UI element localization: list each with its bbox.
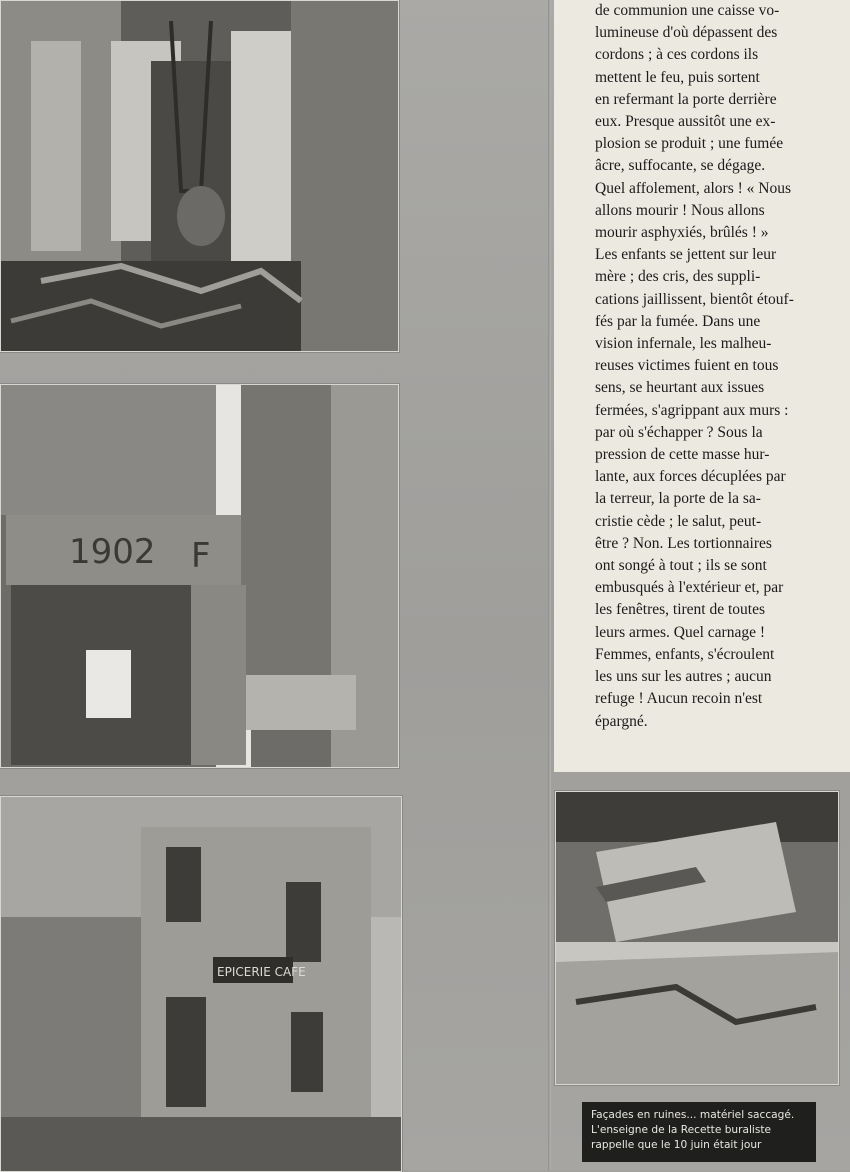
article-line: pression de cette masse hur-: [595, 446, 770, 464]
photo-caption: [582, 1102, 816, 1162]
article-line: eux. Presque aussitôt une ex-: [595, 113, 776, 131]
article-line: par où s'échapper ? Sous la: [595, 423, 763, 441]
caption-line: rappelle que le 10 juin était jour: [591, 1139, 762, 1151]
article-line: ont songé à tout ; ils se sont: [595, 557, 767, 575]
article-line: Femmes, enfants, s'écroulent: [595, 645, 775, 663]
photo-fallen-bell: [0, 0, 399, 352]
article-line: Quel affolement, alors ! « Nous: [595, 179, 791, 197]
article-line: de communion une caisse vo-: [595, 2, 780, 19]
article-line: âcre, suffocante, se dégage.: [595, 157, 766, 175]
article-line: allons mourir ! Nous allons: [595, 201, 765, 219]
article-line: en refermant la porte derrière: [595, 90, 777, 108]
article-line: cations jaillissent, bientôt étouf-: [595, 290, 794, 308]
article-line: fermées, s'agrippant aux murs :: [595, 401, 789, 419]
caption-line: L'enseigne de la Recette buraliste: [591, 1124, 772, 1136]
shop-sign: EPICERIE CAFE: [217, 965, 306, 979]
article-text-column: [554, 0, 850, 772]
photo-lintel-1902: [0, 384, 399, 768]
lintel-letter: F: [191, 536, 211, 576]
article-line: lante, aux forces décuplées par: [595, 468, 786, 486]
article-line: leurs armes. Quel carnage !: [595, 623, 765, 641]
article-line: épargné.: [595, 712, 648, 730]
article-line: sens, se heurtant aux issues: [595, 379, 765, 397]
article-line: plosion se produit ; une fumée: [595, 135, 784, 153]
article-line: fés par la fumée. Dans une: [595, 312, 761, 330]
article-line: mourir asphyxiés, brûlés ! »: [595, 224, 769, 242]
article-line: cordons ; à ces cordons ils: [595, 46, 759, 64]
article-line: les uns sur les autres ; aucun: [595, 668, 772, 686]
article-line: refuge ! Aucun recoin n'est: [595, 690, 763, 708]
photo-debris: [555, 791, 839, 1085]
caption-line: Façades en ruines... matériel saccagé.: [591, 1109, 795, 1121]
article-line: mère ; des cris, des suppli-: [595, 268, 761, 286]
article-line: vision infernale, les malheu-: [595, 335, 772, 353]
article-line: lumineuse d'où dépassent des: [595, 24, 778, 42]
photo-epicerie-ruins: [0, 796, 402, 1172]
article-line: cristie cède ; le salut, peut-: [595, 512, 762, 530]
page-fold: [548, 0, 551, 1170]
article-line: reuses victimes fuient en tous: [595, 357, 779, 375]
article-line: mettent le feu, puis sortent: [595, 68, 760, 86]
article-line: Les enfants se jettent sur leur: [595, 246, 777, 264]
article-line: embusqués à l'extérieur et, par: [595, 579, 784, 597]
lintel-date: 1902: [69, 532, 156, 572]
article-line: être ? Non. Les tortionnaires: [595, 534, 772, 552]
article-paragraph: [595, 0, 807, 733]
article-line: la terreur, la porte de la sa-: [595, 490, 761, 508]
article-line: les fenêtres, tirent de toutes: [595, 601, 766, 619]
